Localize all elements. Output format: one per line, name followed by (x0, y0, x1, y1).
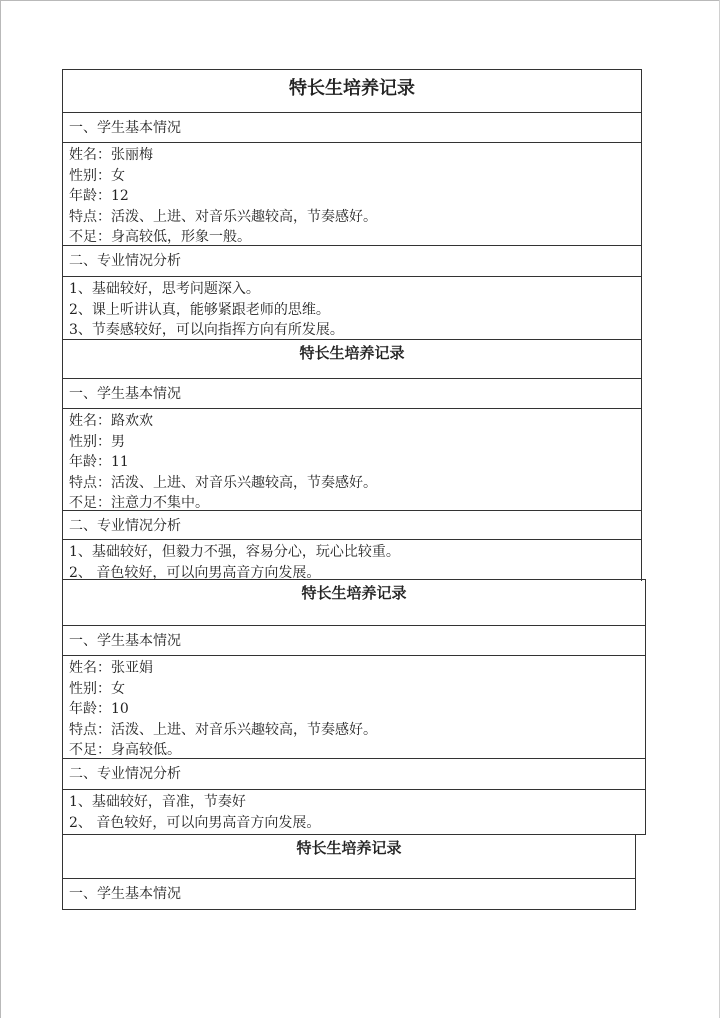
student-strengths: 特点：活泼、上进、对音乐兴趣较高，节奏感好。 (69, 721, 377, 738)
student-strengths: 特点：活泼、上进、对音乐兴趣较高，节奏感好。 (69, 208, 377, 225)
section-analysis: 二、专业情况分析 (63, 759, 645, 790)
student-name: 姓名：张丽梅 (69, 147, 153, 163)
student-age: 年龄：11 (69, 454, 129, 471)
student-gender: 性别：女 (69, 167, 125, 184)
student-gender: 性别：女 (69, 680, 125, 697)
analysis-body (63, 790, 645, 834)
record-title-row (63, 835, 635, 879)
record-title: 特长生培养记录 (289, 78, 415, 99)
section-analysis: 二、专业情况分析 (63, 511, 641, 540)
record-title-row (63, 340, 641, 379)
record-title: 特长生培养记录 (296, 839, 402, 857)
analysis-item: 1、基础较好，思考问题深入。 (69, 281, 260, 297)
student-name: 姓名：张亚娟 (69, 660, 153, 676)
analysis-body (63, 540, 641, 581)
section-analysis: 二、专业情况分析 (63, 246, 641, 277)
analysis-item: 3、节奏感较好，可以向指挥方向有所发展。 (69, 322, 344, 339)
student-weaknesses: 不足：注意力不集中。 (69, 495, 209, 512)
record-1 (62, 69, 642, 341)
record-title-row (63, 580, 645, 626)
student-weaknesses: 不足：身高较低。 (69, 742, 181, 759)
student-age: 年龄：10 (69, 701, 129, 718)
record-3 (62, 579, 646, 835)
analysis-item: 1、基础较好，但毅力不强，容易分心，玩心比较重。 (69, 544, 400, 560)
record-title: 特长生培养记录 (299, 344, 405, 362)
section-basic-info: 一、学生基本情况 (63, 626, 645, 656)
analysis-item: 2、课上听讲认真，能够紧跟老师的思维。 (69, 301, 330, 318)
section-basic-info: 一、学生基本情况 (63, 879, 635, 910)
student-age: 年龄：12 (69, 188, 129, 205)
page-border-left (0, 0, 1, 1018)
analysis-body (63, 277, 641, 341)
record-4 (62, 834, 636, 910)
page-border-top (0, 0, 720, 1)
record-title-row (63, 70, 641, 113)
section-basic-info: 一、学生基本情况 (63, 113, 641, 143)
student-strengths: 特点：活泼、上进、对音乐兴趣较高，节奏感好。 (69, 474, 377, 491)
student-weaknesses: 不足：身高较低，形象一般。 (69, 229, 251, 246)
student-gender: 性别：男 (69, 433, 125, 450)
analysis-item: 1、基础较好，音准，节奏好 (69, 794, 246, 810)
student-name: 姓名：路欢欢 (69, 413, 153, 429)
analysis-item: 2、 音色较好，可以向男高音方向发展。 (69, 814, 321, 831)
basic-info-body (63, 143, 641, 246)
record-2 (62, 339, 642, 581)
record-title: 特长生培养记录 (301, 584, 407, 602)
section-basic-info: 一、学生基本情况 (63, 379, 641, 409)
basic-info-body (63, 656, 645, 759)
basic-info-body (63, 409, 641, 511)
analysis-item: 2、 音色较好，可以向男高音方向发展。 (69, 564, 321, 581)
